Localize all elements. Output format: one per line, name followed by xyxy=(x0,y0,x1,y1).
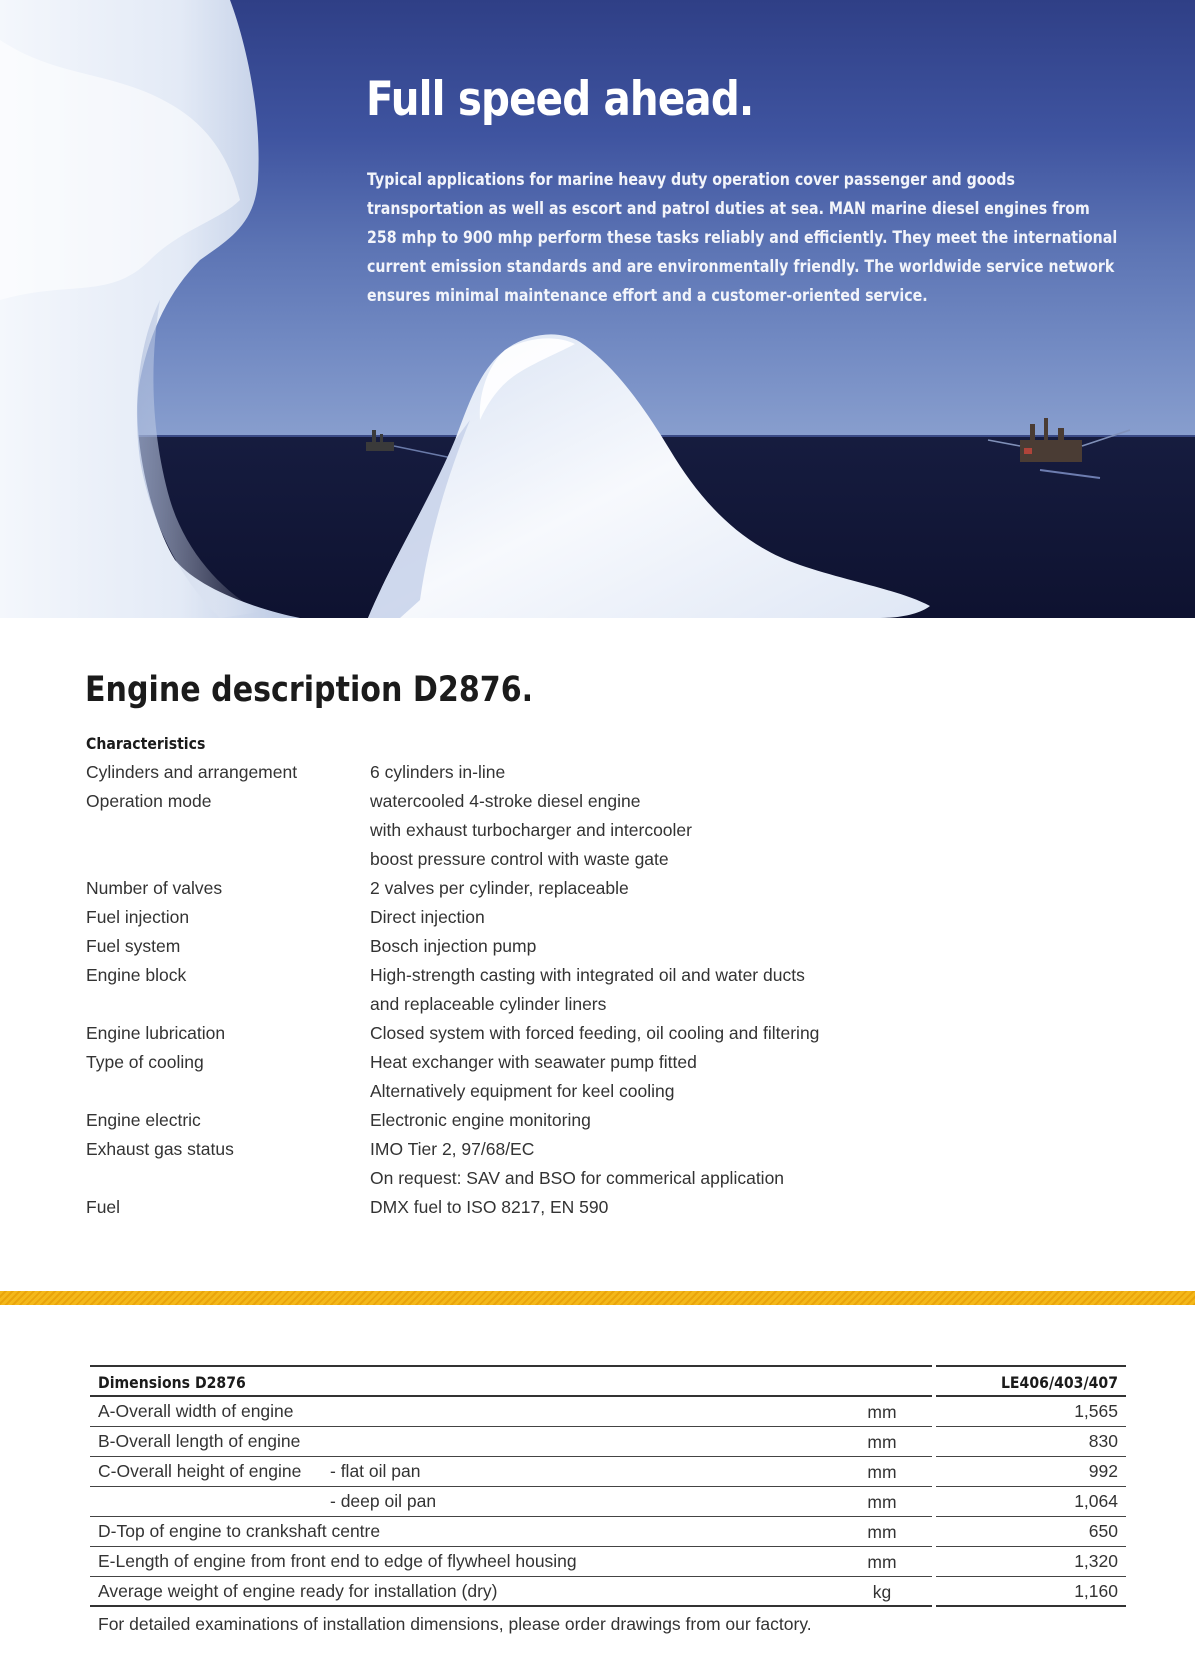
dimension-label: C-Overall height of engine xyxy=(98,1461,302,1481)
dimension-label: B-Overall length of engine xyxy=(98,1431,301,1451)
dimension-label: D-Top of engine to crankshaft centre xyxy=(98,1521,381,1541)
characteristic-label: Fuel xyxy=(86,1197,121,1217)
characteristic-label: Type of cooling xyxy=(86,1052,204,1072)
dimension-sublabel: - flat oil pan xyxy=(330,1461,421,1481)
characteristic-value: IMO Tier 2, 97/68/EC xyxy=(370,1139,535,1159)
characteristic-value: boost pressure control with waste gate xyxy=(370,849,669,869)
characteristics-row xyxy=(86,961,906,990)
characteristic-value: Electronic engine monitoring xyxy=(370,1110,591,1130)
characteristic-value: 6 cylinders in-line xyxy=(370,762,506,782)
characteristics-row xyxy=(86,903,906,932)
dimension-unit: mm xyxy=(867,1402,897,1422)
table-row xyxy=(90,1547,1126,1577)
characteristic-value: Alternatively equipment for keel cooling xyxy=(370,1081,675,1101)
characteristic-label: Exhaust gas status xyxy=(86,1139,234,1159)
engine-description-title: Engine description D2876. xyxy=(85,670,534,710)
characteristics-heading: Characteristics xyxy=(86,734,206,753)
characteristics-row xyxy=(86,932,906,961)
characteristic-value: High-strength casting with integrated oil and water ducts xyxy=(370,965,805,985)
characteristics-row xyxy=(86,1019,906,1048)
dimensions-header-row xyxy=(90,1365,1126,1397)
characteristics-row xyxy=(86,1048,906,1077)
hero-paragraph: Typical applications for marine heavy duty operation cover passenger and goods transportation as well as escort and patrol duties at sea. MAN marine diesel engines from 258 mhp to 900 mhp perform these tasks reliably and efficiently. They meet the international current emission standards and are environmentally friendly. The worldwide service network ensures minimal maintenance effort and a customer-oriented service. xyxy=(367,170,1118,305)
dimension-value: 1,064 xyxy=(1074,1491,1118,1511)
characteristic-value: watercooled 4-stroke diesel engine xyxy=(370,791,641,811)
characteristics-table xyxy=(86,758,906,1222)
hero-title: Full speed ahead. xyxy=(366,72,754,127)
dimensions-title: Dimensions D2876 xyxy=(98,1373,246,1392)
model-header: LE406/403/407 xyxy=(1000,1373,1118,1392)
characteristic-value: Direct injection xyxy=(370,907,485,927)
characteristics-row xyxy=(86,845,906,874)
characteristic-label: Operation mode xyxy=(86,791,212,811)
characteristics-row xyxy=(86,1193,906,1222)
dimension-unit: mm xyxy=(867,1552,897,1572)
characteristic-value: Closed system with forced feeding, oil cooling and filtering xyxy=(370,1023,820,1043)
table-row xyxy=(90,1517,1126,1547)
table-row xyxy=(90,1487,1126,1517)
characteristic-value: and replaceable cylinder liners xyxy=(370,994,607,1014)
table-row xyxy=(90,1397,1126,1427)
characteristics-row xyxy=(86,990,906,1019)
dimension-unit: mm xyxy=(867,1462,897,1482)
characteristics-row xyxy=(86,1106,906,1135)
characteristic-value: On request: SAV and BSO for commerical application xyxy=(370,1168,785,1188)
dimension-unit: mm xyxy=(867,1492,897,1512)
dimension-value: 992 xyxy=(1088,1461,1118,1481)
characteristic-label xyxy=(86,816,370,845)
characteristic-label: Engine lubrication xyxy=(86,1023,226,1043)
characteristic-label: Engine electric xyxy=(86,1110,201,1130)
yellow-divider-stripe xyxy=(0,1291,1195,1305)
characteristic-value: with exhaust turbocharger and intercooler xyxy=(370,820,692,840)
table-rule xyxy=(90,1605,932,1607)
dimension-value: 1,565 xyxy=(1074,1401,1118,1421)
dimension-label: A-Overall width of engine xyxy=(98,1401,294,1421)
table-rule xyxy=(936,1365,1126,1367)
dimension-unit: kg xyxy=(872,1582,892,1602)
characteristic-label: Cylinders and arrangement xyxy=(86,762,298,782)
characteristic-label xyxy=(86,1077,370,1106)
characteristic-label: Number of valves xyxy=(86,878,223,898)
characteristic-value: Heat exchanger with seawater pump fitted xyxy=(370,1052,697,1072)
characteristic-value: DMX fuel to ISO 8217, EN 590 xyxy=(370,1197,609,1217)
dimension-label: Average weight of engine ready for installation (dry) xyxy=(98,1581,498,1601)
table-rule xyxy=(90,1365,932,1367)
characteristics-row xyxy=(86,787,906,816)
characteristic-label: Engine block xyxy=(86,965,187,985)
dimension-value: 650 xyxy=(1088,1521,1118,1541)
characteristic-label xyxy=(86,845,370,874)
table-row xyxy=(90,1427,1126,1457)
characteristics-row xyxy=(86,1135,906,1164)
dimensions-footnote: For detailed examinations of installation dimensions, please order drawings from our factory. xyxy=(98,1614,812,1634)
characteristic-value: 2 valves per cylinder, replaceable xyxy=(370,878,629,898)
dimension-sublabel: - deep oil pan xyxy=(330,1491,437,1511)
table-rule xyxy=(936,1605,1126,1607)
dimension-unit: mm xyxy=(867,1522,897,1542)
characteristic-label xyxy=(86,1164,370,1193)
table-row xyxy=(90,1577,1126,1607)
characteristic-label xyxy=(86,990,370,1019)
dimension-unit: mm xyxy=(867,1432,897,1452)
hero-banner xyxy=(0,0,1195,618)
characteristics-row xyxy=(86,1077,906,1106)
characteristic-label: Fuel injection xyxy=(86,907,190,927)
characteristic-label: Fuel system xyxy=(86,936,181,956)
dimensions-table xyxy=(90,1365,1126,1607)
dimension-value: 1,320 xyxy=(1074,1551,1118,1571)
dimension-value: 1,160 xyxy=(1074,1581,1118,1601)
characteristics-row xyxy=(86,1164,906,1193)
dimension-value: 830 xyxy=(1088,1431,1118,1451)
table-row xyxy=(90,1457,1126,1487)
characteristics-row xyxy=(86,874,906,903)
characteristics-row xyxy=(86,758,906,787)
characteristic-value: Bosch injection pump xyxy=(370,936,537,956)
characteristics-row xyxy=(86,816,906,845)
dimension-label: E-Length of engine from front end to edge of flywheel housing xyxy=(98,1551,577,1571)
